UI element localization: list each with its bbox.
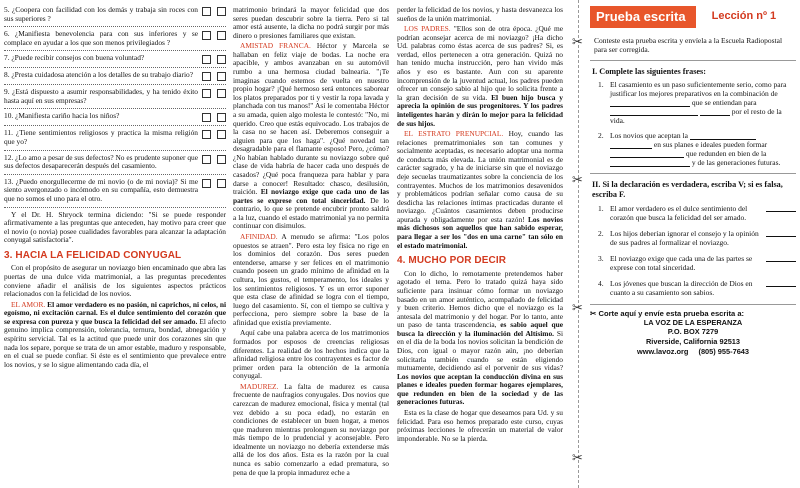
amor-bold: El amor verdadero es no pasión, ni caprichos, ni celos, ni egoísmo, ni excitación carnal. Es el dulce sentimiento del corazón que se expresa con pureza y que busca la felicidad del ser amado. <box>4 299 226 326</box>
question-number: 11. <box>4 128 13 138</box>
item-number: 1. <box>598 80 604 90</box>
blank-field[interactable] <box>610 150 684 158</box>
madurez-label: MADUREZ. <box>240 381 279 391</box>
madurez-text: La falta de madurez es causa frecuente de naufragios conyugales. Dos novios que carezcan de madurez emocional, física y mental (tal vez debido a su poca edad), no estarán en condiciones de establecer un buen hogar, a menos que maduren mientras prolonguen su noviazgo por más tiempo de lo prudencial y aconsejable. Pero idealmente un noviazgo no debería extenderse más allá de los dos años. Esta es la razón por la cual nunca es sabio comenzarlo a edad prematura, so pena de que la propia inmadurez eche a <box>233 381 389 477</box>
blank-field[interactable] <box>690 132 756 140</box>
madurez-paragraph <box>233 383 389 477</box>
dotted-divider <box>4 174 226 175</box>
question-item <box>4 30 226 47</box>
amistad-bold: El noviazgo exige que cada uno de las partes se exprese con total sinceridad. <box>233 187 389 205</box>
blank-field[interactable] <box>700 108 730 116</box>
question-text <box>4 178 202 204</box>
item1-text-b: que se entiendan para <box>691 98 757 108</box>
item2-text-d: y de las generaciones futuras. <box>691 158 781 168</box>
section-4-paragraph <box>397 270 563 407</box>
s4-text: Con lo dicho, lo remotamente pretendemos haber agotado el tema. Pero lo tratado quizá haya sido suficiente para insinuar cómo formar un noviazgo basado en un amor auténtico, acompañado de felicidad y buen criterio. Hemos dicho que el noviazgo es la antesala del matrimonio y del hogar. Por lo tanto, ante un paso de tanta trascendencia, <box>397 268 563 330</box>
answer-boxes <box>202 129 226 139</box>
divider <box>590 304 796 305</box>
question-body: ¿Está dispuesto a asumir responsabilidades, y ha tenido éxito hasta aquí en sus empresas? <box>4 87 198 105</box>
s4-bold-1: es sabio aquel que busca la dirección y la iluminación del Altísimo. <box>397 320 563 338</box>
true-false-item <box>598 254 796 272</box>
question-item <box>4 154 226 171</box>
question-item <box>4 71 226 81</box>
checkbox-yes[interactable] <box>202 72 211 81</box>
item-number: 4. <box>598 279 604 289</box>
question-number: 13. <box>4 176 14 186</box>
checkbox-yes[interactable] <box>202 130 211 139</box>
afinidad-text: A menudo se afirma: "Los polos opuestos se atraen". Pero esta ley física no rige en los dominios del corazón. Dos seres pueden entenderse, amarse y ser felices en el matrimonio cuando poseen un grado mínimo de afinidad en la cultura, los gustos, el temperamento, los ideales y los sentimientos religiosos. Y es un error suponer que esta clase de afinidad se logra con el tiempo, luego del casamiento. Sí, con el tiempo se cultiva y perfecciona, pero siempre sobre la base de la afinidad que existía previamente. <box>233 232 389 327</box>
form-instructions: Conteste esta prueba escrita y envíela a la Escuela Radiopostal para ser corregida. <box>594 35 783 54</box>
item-number: 3. <box>598 254 604 264</box>
section-3-heading: 3. HACIA LA FELICIDAD CONYUGAL <box>4 249 182 261</box>
question-item <box>4 178 226 204</box>
address-block <box>590 318 796 346</box>
item-number: 1. <box>598 204 604 214</box>
question-text <box>4 30 202 47</box>
answer-boxes <box>202 6 226 16</box>
section-4-heading: 4. MUCHO POR DECIR <box>397 255 507 267</box>
checkbox-yes[interactable] <box>202 113 211 122</box>
statement-text: El amor verdadero es el dulce sentimiento del corazón que busca la felicidad del ser amado. <box>610 204 748 223</box>
dotted-divider <box>4 125 226 126</box>
item2-text-a: Los novios que aceptan la <box>610 131 688 141</box>
padres-bold: El buen hijo busca y aprecia la opinión de sus progenitores. Y los padres inteligentes harán y dirán lo mejor para la felicidad de sus hijos. <box>397 92 563 128</box>
address-line-1: LA VOZ DE LA ESPERANZA <box>643 318 743 328</box>
checkbox-yes[interactable] <box>202 89 211 98</box>
website-link[interactable]: www.lavoz.org <box>636 346 689 356</box>
dotted-divider <box>4 108 226 109</box>
question-body: ¿Presta cuidadosa atención a los detalles de su trabajo diario? <box>11 70 194 80</box>
question-item <box>4 6 226 23</box>
item-number: 2. <box>598 229 604 239</box>
dotted-divider <box>4 50 226 51</box>
blank-field[interactable] <box>610 141 652 149</box>
answer-blank[interactable] <box>766 254 796 262</box>
answer-blank[interactable] <box>766 229 796 237</box>
question-item <box>4 88 226 105</box>
estrato-text: Hoy, cuando las relaciones prematrimoniales son tan comunes y socialmente aceptadas, es necesario adoptar una norma de conducta más elevada. La unión matrimonial es de carácter sagrado, y ha de iniciarse sin que el noviazgo deje secuelas traumatizantes sobre la conciencia de los contrayentes. Muchos de los matrimonios desavenidos y problemáticos podrían señalar como causa de su desdicha las relaciones íntimas practicadas durante el noviazgo. ¿Cuántos casamientos deben producirse apurada y obligadamente por esta razón! <box>397 129 563 224</box>
written-test-form <box>590 0 796 488</box>
item1-text-c: por el resto de la vida. <box>610 107 782 126</box>
padres-text: "Ellos son de otra época. ¿Qué me podrían aconsejar acerca de mi noviazgo? ¡Ha dicho Ud. palabras como éstas acerca de sus padres? Si, es verdad, ellos pertenecen a otra generación. Quizá no han tenido mucha instrucción, pero han vivido más años y eso es bastante. Aun con su aparente incomprensión de la juventud actual, los padres pueden ofrecer un consejo sabio al hijo que lo solicita frente a la gran decisión de su vida. <box>397 24 563 102</box>
question-body: ¿Coopera con facilidad con los demás y trabaja sin roces con sus superiores ? <box>4 6 198 23</box>
question-body: ¿Manifiesta benevolencia para con sus inferiores y se complace en ayudar a los que son menos privilegiados ? <box>4 29 198 47</box>
true-false-item <box>598 279 796 297</box>
question-text <box>4 112 202 121</box>
item1-text-a: El casamiento es un paso suficientemente serio, como para justificar los mejores preparativos en la combinación de <box>610 80 787 99</box>
amor-paragraph <box>4 301 226 370</box>
dotted-divider <box>4 150 226 151</box>
fill-item-2 <box>598 131 796 167</box>
checkbox-no[interactable] <box>217 89 226 98</box>
question-body: ¿Lo amo a pesar de sus defectos? No es prudente suponer que sus defectos desaparecerán después del casamiento. <box>4 152 198 171</box>
padres-label: LOS PADRES. <box>404 24 451 34</box>
checkbox-no[interactable] <box>217 31 226 40</box>
answer-blank[interactable] <box>766 204 796 212</box>
form-header <box>590 6 796 28</box>
question-body: ¿Puede recibir consejos con buena voluntad? <box>11 53 145 63</box>
column-1 <box>4 6 226 482</box>
question-number: 6. <box>4 29 10 39</box>
cut-line <box>578 0 579 488</box>
amistad-label: AMISTAD FRANCA. <box>240 41 311 51</box>
scissors-icon: ✂ <box>590 309 599 319</box>
item2-text-c: que redunden en bien de la <box>685 149 767 159</box>
scissors-icon: ✂ <box>572 450 583 465</box>
question-number: 7. <box>4 53 10 63</box>
question-item <box>4 54 226 64</box>
statement-text: Los jóvenes que buscan la dirección de Dios en cuanto a su casamiento son sabios. <box>610 279 753 298</box>
question-body: ¿Manifiesta cariño hacia los niños? <box>15 111 120 121</box>
question-text <box>4 71 202 80</box>
statement-text: El noviazgo exige que cada una de las partes se exprese con total sinceridad. <box>610 254 753 273</box>
checkbox-yes[interactable] <box>202 7 211 16</box>
amor-text: El afecto genuino implica comprensión, tolerancia, ternura, bondad, abnegación y espíritu servicial. Tal es la actitud que puede unir dos corazones sin que nada los separe, porque se trata de un amor estable, maduro y responsable, en el cual se puede confiar. Si éste es el sentimiento que prevalece entre los novios, y se lo sigue alimentando cada día, el <box>4 316 226 369</box>
item-number: 2. <box>598 131 604 141</box>
section-1-title: I. Complete las siguientes frases: <box>592 66 706 76</box>
answer-boxes <box>202 54 226 64</box>
checkbox-yes[interactable] <box>202 31 211 40</box>
dotted-divider <box>4 207 226 208</box>
answer-boxes <box>202 178 226 188</box>
padres-paragraph <box>397 25 563 128</box>
section-3-intro: Con el propósito de asegurar un noviazgo bien encaminado que abra las puertas de una dulce vida matrimonial, a las preguntas precedentes conviene añadir el análisis de los siguientes aspectos prácticos relacionados con la felicidad de los novios. <box>4 263 226 299</box>
checkbox-no[interactable] <box>217 55 226 64</box>
afinidad-paragraph <box>233 233 389 327</box>
amistad-tail: De lo contrario, lo que se pretende encubrir pronto saldrá a la luz, cuando el estado matrimonial ya no permita continuar con disimulos. <box>233 195 389 231</box>
checkbox-yes[interactable] <box>202 179 211 188</box>
blank-field[interactable] <box>610 99 690 107</box>
question-text <box>4 88 202 105</box>
form-title: Prueba escrita <box>590 6 696 28</box>
estrato-bold: Los novios más dichosos son aquellos que han sabido esperar, para llegar a ser los "dos en una carne" tan sólo en el estado matrimonial. <box>397 214 563 250</box>
question-text <box>4 129 202 146</box>
mail-lead: Corte aquí y envíe esta prueba escrita a: <box>598 309 745 319</box>
checkbox-no[interactable] <box>217 179 226 188</box>
blank-field[interactable] <box>610 159 690 167</box>
estrato-paragraph <box>397 130 563 250</box>
amor-label: EL AMOR. <box>11 299 46 309</box>
estrato-label: EL ESTRATO PRENUPCIAL. <box>404 129 504 139</box>
phone-number: (805) 955-7643 <box>698 346 750 356</box>
scissors-icon: ✂ <box>572 300 583 315</box>
checkbox-no[interactable] <box>217 130 226 139</box>
amistad-paragraph <box>233 42 389 231</box>
s4-bold-2: Los novios que aceptan la conducción divina en sus planes e ideales pueden formar hogares ejemplares, que redunden en bien de la sociedad y de las generaciones futuras. <box>397 371 563 407</box>
checkbox-yes[interactable] <box>202 155 211 164</box>
question-number: 10. <box>4 111 14 121</box>
fill-item-1 <box>598 80 796 125</box>
scissors-icon: ✂ <box>572 172 583 187</box>
dotted-divider <box>4 26 226 27</box>
col3-intro: perder la felicidad de los novios, y hasta desvanezca los sueños de la unión matrimonial. <box>397 6 563 23</box>
question-text <box>4 6 202 23</box>
lesson-number: Lección nº 1 <box>711 10 777 23</box>
dotted-divider <box>4 84 226 85</box>
question-body: ¿Puedo enorgullecerme de mi novio (o de mi novia)? Si me siento avergonzado o incómodo en su compañía, esto demuestra que no somos el uno para el otro. <box>4 176 198 203</box>
question-number: 12. <box>4 152 14 162</box>
question-number: 5. <box>4 6 10 14</box>
answer-boxes <box>202 71 226 81</box>
column-3 <box>397 6 563 482</box>
answer-boxes <box>202 154 226 164</box>
questionnaire <box>4 6 226 208</box>
col2-intro: matrimonio brindará la mayor felicidad que dos seres puedan descubrir sobre la tierra. Pero si tal amor está ausente, la dicha no podrá surgir por más dinero o presiones familiares que existan. <box>233 6 389 40</box>
true-false-list <box>590 204 796 297</box>
section-2-title: II. Si la declaración es verdadera, escriba V; si es falsa, escriba F. <box>592 180 783 200</box>
s4-text-2: Si en el día de la boda los novios solicitan la bendición de Dios, con igual o mayor razón aún, ¡no deberían solicitarla también cuando se están eligiendo mutuamente, decidiendo así el porvenir de sus vidas? <box>397 328 563 373</box>
answer-boxes <box>202 112 226 122</box>
question-item <box>4 112 226 122</box>
checkbox-no[interactable] <box>217 155 226 164</box>
afinidad-label: AFINIDAD. <box>240 232 278 242</box>
address-line-3: Riverside, California 92513 <box>645 336 741 346</box>
answer-blank[interactable] <box>766 279 796 287</box>
column-2 <box>233 6 389 482</box>
address-line-2: P.O. BOX 7279 <box>667 327 719 337</box>
mailing-instruction <box>590 309 796 318</box>
mailing-info <box>590 309 796 357</box>
checkbox-no[interactable] <box>217 72 226 81</box>
divider <box>590 60 796 61</box>
shryock-quote: Y el Dr. H. Shryock termina diciendo: "Si se puede responder afirmativamente a las preguntas que anteceden, hay motivo para creer que el novio (o novia) posee cualidades favorables para alcanzar la adaptación conyugal satisfactoria". <box>4 209 226 245</box>
question-number: 9. <box>4 87 10 97</box>
item2-text-b: en sus planes e ideales pueden formar <box>653 140 768 150</box>
contact-line <box>590 348 796 357</box>
divider <box>590 173 796 174</box>
checkbox-no[interactable] <box>217 7 226 16</box>
answer-boxes <box>202 88 226 98</box>
checkbox-yes[interactable] <box>202 55 211 64</box>
question-number: 8. <box>4 70 10 80</box>
amistad-text: Héctor y Marcela se hallaban en feliz viaje de bodas. La noche era apacible, y ambos avanzaban en su automóvil rumbo a una hermosa ciudad balnearia. "¡Te imaginas cuando estemos de vuelta en nuestro propio hogar? ¡Qué hermoso será entonces saborear los platos preparados por ti y vestir la ropa lavada y planchada con tus manos!" Así le comentaba Héctor a su amada, quien algo molesta le contestó: "No, mi querido. Creo que estás equivocado. Los trabajos de la casa no se hacen así. Deberemos conseguir a alguien para que los haga". ¿Qué novedad tan desagradable para el flamante esposo! Pero, ¿cómo? ¿No habían hablado durante su noviazgo sobre qué clase de vida habría de hacer cada uno después de casados? ¿Qué poca franqueza para hablar y para darse a conocer! Resultado: chasco, desilusión, traición. <box>233 41 389 197</box>
question-item <box>4 129 226 146</box>
statement-text: Los hijos deberían ignorar el consejo y la opinión de sus padres al formalizar el noviazgo. <box>610 229 759 248</box>
question-text <box>4 54 202 63</box>
section-4-closing: Esta es la clase de hogar que deseamos para Ud. y su felicidad. Para eso hemos preparado este curso, cuyas próximas lecciones le ofrecerán un material de valor imponderable. No se la pierda. <box>397 408 563 443</box>
dotted-divider <box>4 67 226 68</box>
true-false-item <box>598 204 796 222</box>
answer-boxes <box>202 30 226 40</box>
true-false-item <box>598 229 796 247</box>
scissors-icon: ✂ <box>572 34 583 49</box>
afinidad-paragraph-2: Aquí cabe una palabra acerca de los matrimonios formados por esposos de creencias religiosas diferentes. La realidad de los hechos indica que la afinidad religiosa entre los contrayentes es factor de primer orden para la obtención de la armonía conyugal. <box>233 328 389 381</box>
question-body: ¿Tiene sentimientos religiosos y practica la misma religión que yo? <box>4 128 198 147</box>
question-text <box>4 154 202 171</box>
blank-field[interactable] <box>610 108 698 116</box>
checkbox-no[interactable] <box>217 113 226 122</box>
